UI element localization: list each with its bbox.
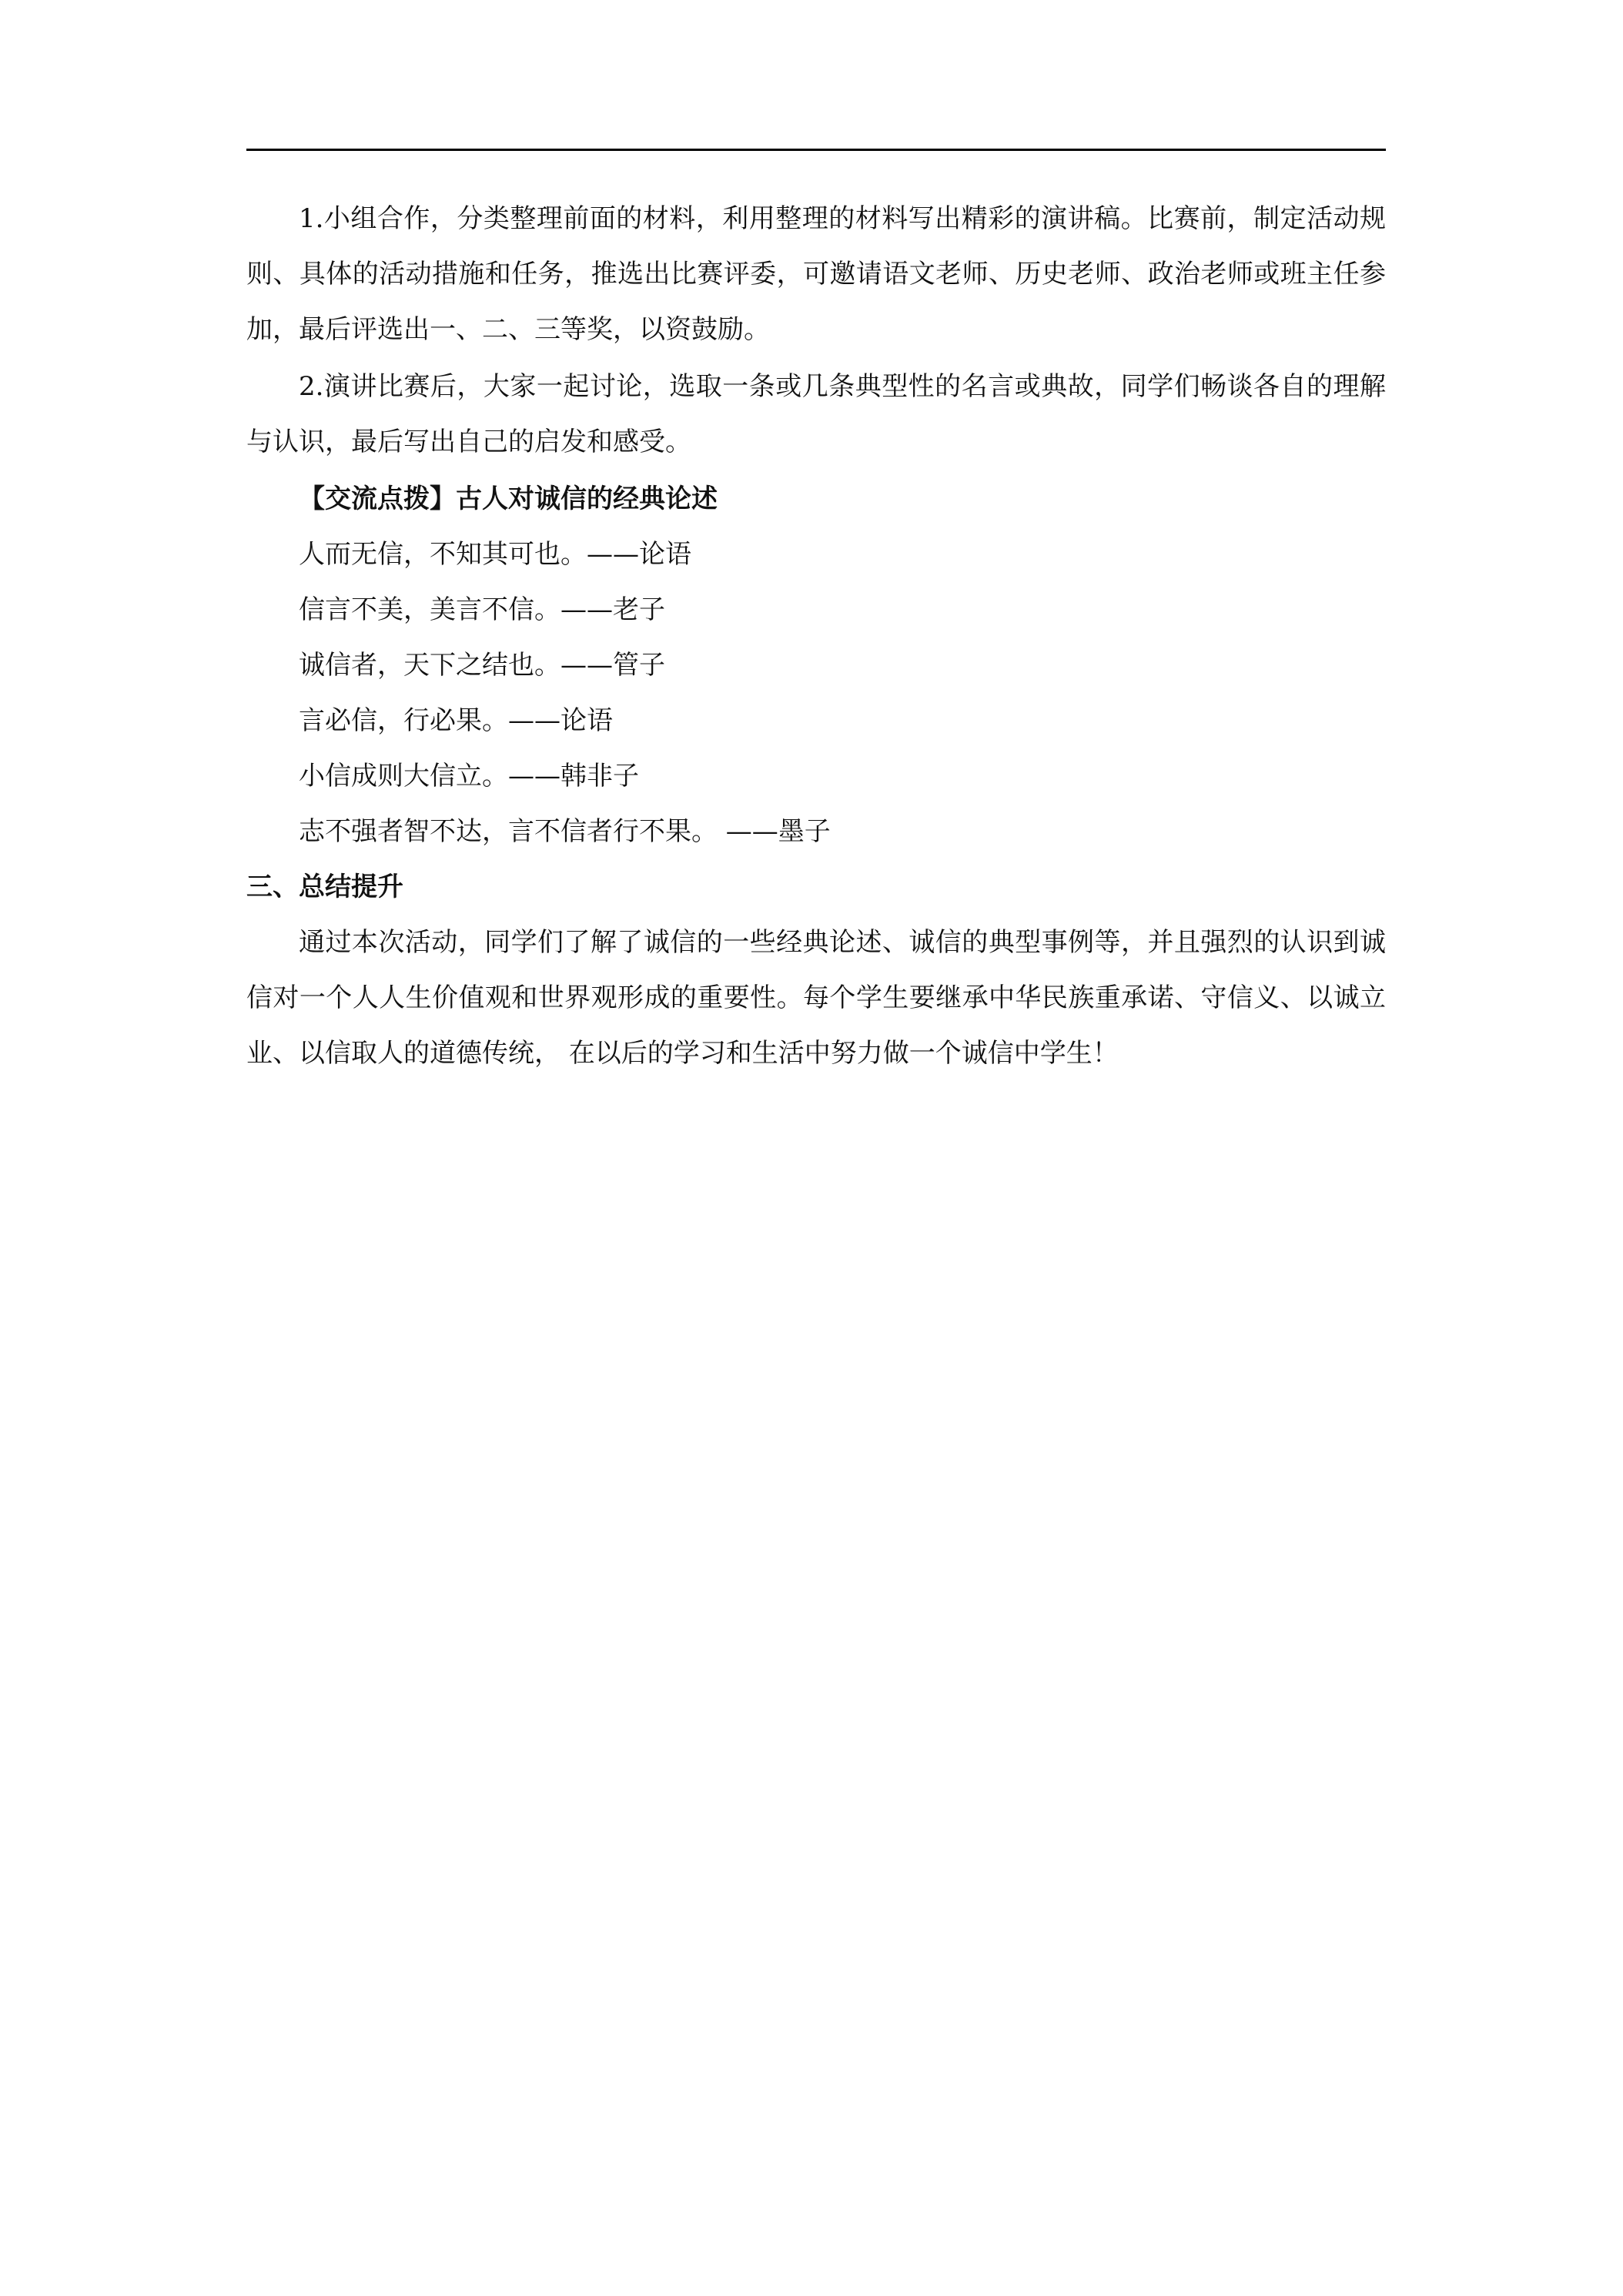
document-body [246,191,1386,1083]
paragraph-summary: 通过本次活动，同学们了解了诚信的一些经典论述、诚信的典型事例等，并且强烈的认识到诚信对一个人人生价值观和世界观形成的重要性。每个学生要继承中华民族重承诺、守信义、以诚立业、以信取人的道德传统， 在以后的学习和生活中努力做一个诚信中学生！ [246,927,1386,1069]
quote-item: 诚信者，天下之结也。——管子 [299,650,665,681]
quote-item: 志不强者智不达，言不信者行不果。 ——墨子 [299,816,831,847]
header-rule [246,149,1386,151]
exchange-title: 【交流点拨】古人对诚信的经典论述 [299,484,718,514]
quote-item: 小信成则大信立。——韩非子 [299,761,639,792]
paragraph-group-work: 1.小组合作，分类整理前面的材料，利用整理的材料写出精彩的演讲稿。比赛前，制定活动规则、具体的活动措施和任务，推选出比赛评委，可邀请语文老师、历史老师、政治老师或班主任参加，最后评选出一、二、三等奖，以资鼓励。 [246,203,1386,345]
paragraph-discussion: 2.演讲比赛后，大家一起讨论，选取一条或几条典型性的名言或典故，同学们畅谈各自的理解与认识，最后写出自己的启发和感受。 [246,371,1386,457]
quote-item: 言必信，行必果。——论语 [299,705,613,736]
quote-item: 人而无信，不知其可也。——论语 [299,539,691,570]
quote-item: 信言不美，美言不信。——老子 [299,594,665,625]
section-heading: 三、总结提升 [246,872,403,902]
